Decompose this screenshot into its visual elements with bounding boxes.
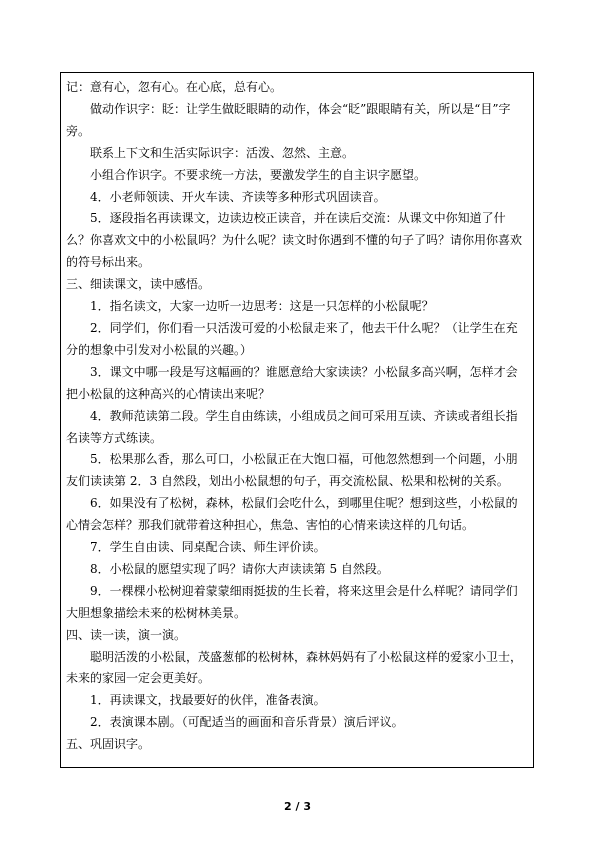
paragraph: 3．课文中哪一段是写这幅画的？谁愿意给大家读读？小松鼠多高兴啊，怎样才会把小松鼠的这种高兴的心情读出来呢？ — [66, 364, 518, 401]
page-number: 2 / 3 — [284, 800, 311, 813]
document-body — [66, 77, 528, 756]
paragraph: 5．松果那么香，那么可口，小松鼠正在大饱口福，可他忽然想到一个问题，小朋友们读读第 2．3 自然段，划出小松鼠想的句子，再交流松鼠、松果和松树的关系。 — [66, 452, 518, 489]
section-heading: 三、细读课文，读中感悟。 — [66, 277, 211, 292]
paragraph: 5．逐段指名再读课文，边读边校正读音，并在读后交流：从课文中你知道了什么？你喜欢文中的小松鼠吗？为什么呢？读文时你遇到不懂的句子了吗？请你用你喜欢的符号标出来。 — [66, 211, 523, 270]
paragraph: 1．再读课文，找最要好的伙伴，准备表演。 — [90, 693, 326, 708]
paragraph: 4．教师范读第二段。学生自由练读，小组成员之间可采用互读、齐读或者组长指名读等方式练读。 — [66, 408, 518, 445]
paragraph: 联系上下文和生活实际识字：活泼、忽然、主意。 — [90, 145, 355, 160]
paragraph: 6．如果没有了松树，森林，松鼠们会吃什么，到哪里住呢？想到这些，小松鼠的心情会怎样？那我们就带着这种担心，焦急、害怕的心情来读这样的几句话。 — [66, 496, 518, 533]
section-heading: 四、读一读，演一演。 — [66, 627, 187, 642]
paragraph: 7．学生自由读、同桌配合读、师生评价读。 — [90, 540, 326, 555]
paragraph: 2．同学们，你们看一只活泼可爱的小松鼠走来了，他去干什么呢？（让学生在充分的想象中引发对小松鼠的兴趣。） — [66, 320, 518, 357]
paragraph: 聪明活泼的小松鼠，茂盛葱郁的松树林，森林妈妈有了小松鼠这样的爱家小卫士，未来的家园一定会更美好。 — [66, 649, 523, 686]
section-heading: 五、巩固识字。 — [66, 737, 151, 752]
paragraph: 做动作识字：眨：让学生做眨眼睛的动作，体会“眨”跟眼睛有关，所以是“目”字旁。 — [66, 101, 511, 138]
paragraph: 8．小松鼠的愿望实现了吗？请你大声读读第 5 自然段。 — [90, 561, 389, 576]
paragraph: 4．小老师领读、开火车读、齐读等多种形式巩固读音。 — [90, 189, 386, 204]
paragraph: 9．一棵棵小松树迎着蒙蒙细雨挺拔的生长着，将来这里会是什么样呢？请同学们大胆想象描绘未来的松树林美景。 — [66, 583, 518, 620]
paragraph: 记：意有心，忽有心。在心底，总有心。 — [66, 80, 283, 94]
paragraph: 2．表演课本剧。（可配适当的画面和音乐背景）演后评议。 — [90, 715, 404, 730]
paragraph: 1．指名读文，大家一边听一边思考：这是一只怎样的小松鼠呢？ — [90, 299, 434, 314]
paragraph: 小组合作识字。不要求统一方法，要激发学生的自主识字愿望。 — [90, 167, 427, 182]
